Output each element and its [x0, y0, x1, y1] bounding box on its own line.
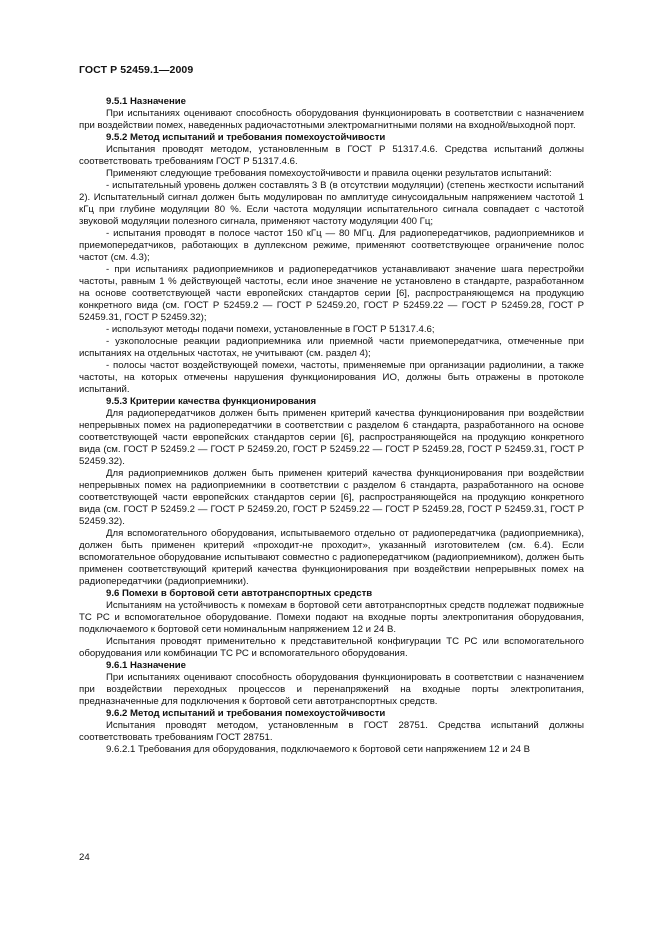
paragraph: Испытаниям на устойчивость к помехам в бортовой сети автотранспортных средств подлежат подвижные ТС РС и вспомогательное оборудование. Помехи подают на входные порты электропитания оборудования, подключаемого к бортовой сети номинальным напряжением 12 и 24 В. [79, 600, 584, 635]
paragraph: Испытания проводят методом, установленным в ГОСТ 28751. Средства испытаний должны соответствовать требованиям ГОСТ 28751. [79, 720, 584, 743]
paragraph: Для радиопередатчиков должен быть применен критерий качества функционирования при воздействии непрерывных помех на радиопередатчики в соответствии с разделом 6 стандарта, разработанного на основе соответствующей части европейских стандартов серии [6], распространяющейся на продукцию конкретного вида (см. ГОСТ Р 52459.2 — ГОСТ Р 52459.20, ГОСТ Р 52459.22 — ГОСТ Р 52459.28, ГОСТ Р 52459.31, ГОСТ Р 52459.32). [79, 408, 584, 467]
paragraph: При испытаниях оценивают способность оборудования функционировать в соответствии с назначением при воздействии переходных процессов и перенапряжений на входные порты электропитания, предназначенные для подключения к бортовой сети автотранспортных средств. [79, 672, 584, 707]
paragraph: Для радиоприемников должен быть применен критерий качества функционирования при воздействии непрерывных помех на радиоприемники в соответствии с разделом 6 стандарта, разработанного на основе соответствующей части европейских стандартов серии [6], распространяющейся на продукцию конкретного вида (см. ГОСТ Р 52459.2 — ГОСТ Р 52459.20, ГОСТ Р 52459.22 — ГОСТ Р 52459.28, ГОСТ Р 52459.31, ГОСТ Р 52459.32). [79, 468, 584, 527]
section-heading-9-5-1: 9.5.1 Назначение [106, 96, 186, 107]
paragraph: Испытания проводят применительно к представительной конфигурации ТС РС или вспомогательного оборудования или комбинации ТС РС и вспомогательного оборудования. [79, 636, 584, 659]
list-item: - испытательный уровень должен составлять 3 В (в отсутствии модуляции) (степень жесткости испытаний 2). Испытательный сигнал должен быть модулирован по амплитуде синусоидальным напряжением частотой 1 кГц при глубине модуляции 80 %. Если частота модуляции испытательного сигнала совпадает с частотой звуковой модуляции полезного сигнала, применяют частоту модуляции 400 Гц; [79, 180, 584, 227]
section-heading-9-6-1: 9.6.1 Назначение [106, 660, 186, 671]
section-heading-9-6-2: 9.6.2 Метод испытаний и требования помехоустойчивости [106, 708, 386, 719]
paragraph: Для вспомогательного оборудования, испытываемого отдельно от радиопередатчика (радиоприемника), должен быть применен критерий «проходит-не проходит», указанный изготовителем (см. 6.4). Если вспомогательное оборудование испытывают совместно с радиопередатчиком (радиоприемником), должен быть применен соответствующий критерий качества функционирования при воздействии непрерывных помех на радиопередатчики (радиоприемники). [79, 528, 584, 587]
subsection-title: 9.6.2.1 Требования для оборудования, подключаемого к бортовой сети напряжением 12 и 24 В [106, 744, 531, 755]
document-header: ГОСТ Р 52459.1—2009 [79, 64, 194, 76]
paragraph: При испытаниях оценивают способность оборудования функционировать в соответствии с назначением при воздействии помех, наведенных радиочастотными электромагнитными полями на входной/выходной порт. [79, 108, 584, 131]
list-item: - при испытаниях радиоприемников и радиопередатчиков устанавливают значение шага перестройки частоты, равным 1 % действующей частоты, если иное значение не установлено в стандарте, разработанном на основе соответствующей части европейских стандартов серии [6], распространяющемся на продукцию конкретного вида (см. ГОСТ Р 52459.2 — ГОСТ Р 52459.20, ГОСТ Р 52459.22 — ГОСТ Р 52459.28, ГОСТ Р 52459.31, ГОСТ Р 52459.32); [79, 264, 584, 323]
list-item: - используют методы подачи помехи, установленные в ГОСТ Р 51317.4.6; [106, 324, 435, 335]
paragraph: Испытания проводят методом, установленным в ГОСТ Р 51317.4.6. Средства испытаний должны соответствовать требованиям ГОСТ Р 51317.4.6. [79, 144, 584, 167]
section-heading-9-6: 9.6 Помехи в бортовой сети автотранспортных средств [106, 588, 373, 599]
document-body [79, 96, 584, 756]
section-heading-9-5-3: 9.5.3 Критерии качества функционирования [106, 396, 317, 407]
section-heading-9-5-2: 9.5.2 Метод испытаний и требования помехоустойчивости [106, 132, 386, 143]
paragraph: Применяют следующие требования помехоустойчивости и правила оценки результатов испытаний: [106, 168, 552, 179]
list-item: - испытания проводят в полосе частот 150 кГц — 80 МГц. Для радиопередатчиков, радиоприемников и приемопередатчиков, работающих в дуплексном режиме, применяют соответствующее ограничение полос частот (см. 4.3); [79, 228, 584, 263]
list-item: - узкополосные реакции радиоприемника или приемной части приемопередатчика, отмеченные при испытаниях на отдельных частотах, не учитывают (см. раздел 4); [79, 336, 584, 359]
list-item: - полосы частот воздействующей помехи, частоты, применяемые при организации радиолинии, а также частоты, на которых отмечены нарушения функционирования ИО, должны быть отражены в протоколе испытаний. [79, 360, 584, 395]
page-number: 24 [79, 852, 90, 863]
